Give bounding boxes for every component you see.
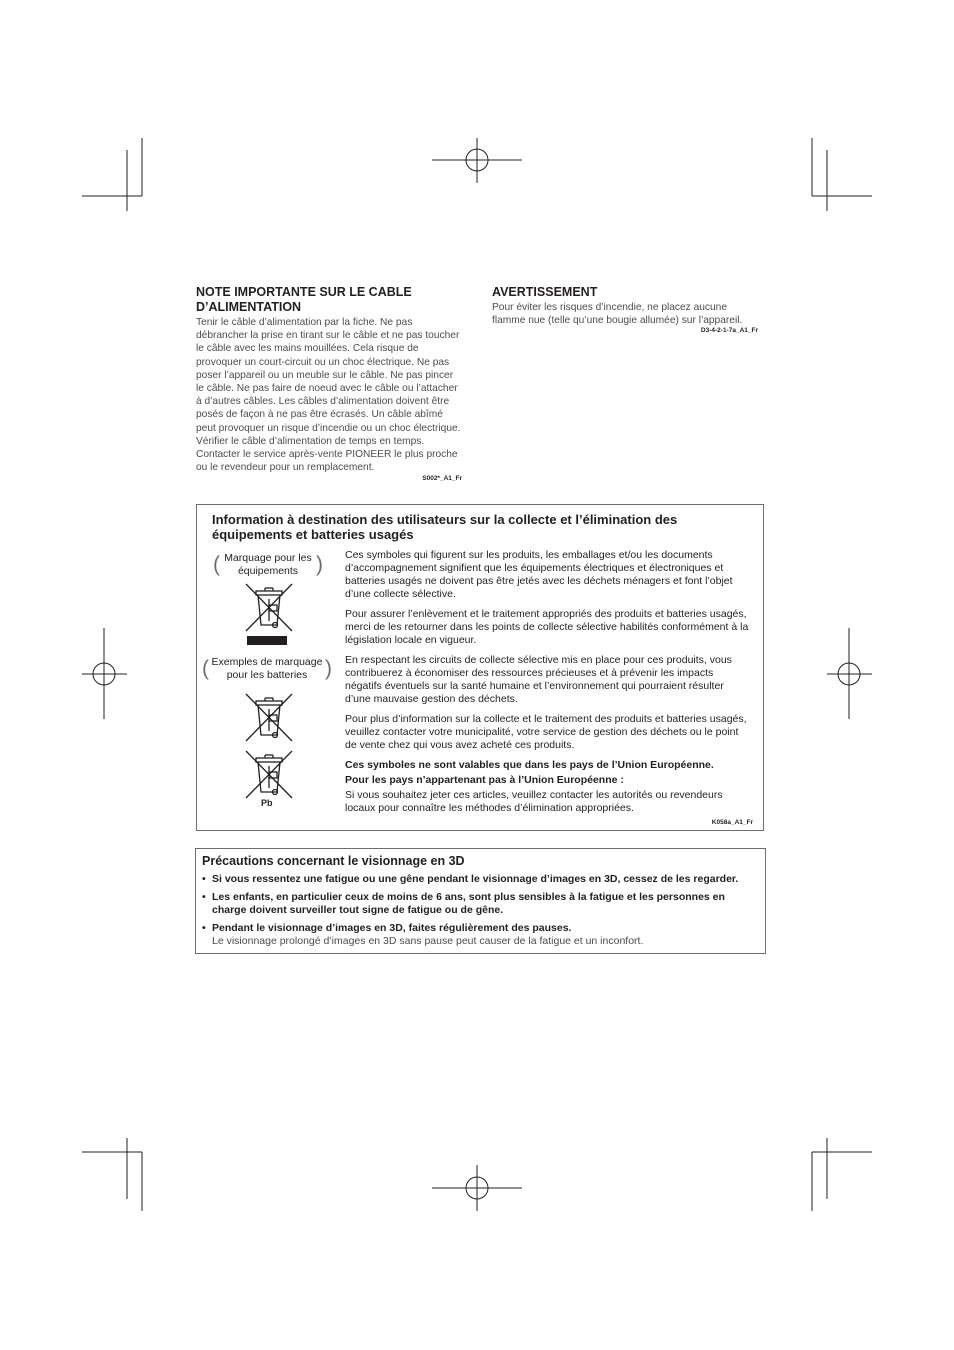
- 3d-precautions-title: Précautions concernant le visionnage en 3D: [202, 854, 465, 868]
- battery-marking-caption: ( Exemples de marquage pour les batteries ): [202, 656, 332, 681]
- bullet: •: [202, 921, 206, 934]
- caption-text: Marquage pour les équipements: [224, 552, 312, 577]
- power-cable-note: [196, 285, 462, 482]
- bullet: •: [202, 890, 206, 903]
- warning-body: Pour éviter les risques d’incendie, ne placez aucune flamme nue (telle qu’une bougie allumée) sur l’appareil.: [492, 302, 743, 327]
- power-cable-title: NOTE IMPORTANTE SUR LE CABLE D’ALIMENTATION: [196, 285, 412, 314]
- crossed-bin-icon: [243, 691, 295, 743]
- equipment-marking-caption: ( Marquage pour les équipements ): [213, 552, 323, 577]
- 3d-precautions-list: [202, 873, 758, 953]
- item-bold-text: Si vous ressentez une fatigue ou une gêne pendant le visionnage d’images en 3D, cessez de les regarder.: [212, 873, 739, 885]
- weee-paragraph: Pour assurer l’enlèvement et le traitement appropriés des produits et batteries usagés, merci de les retourner dans les points de collecte sélective habilités conformément à la législation locale en vigueur.: [345, 608, 749, 646]
- crossed-bin-icon: [243, 748, 295, 800]
- power-cable-body: Tenir le câble d’alimentation par la fiche. Ne pas débrancher la prise en tirant sur le câble et ne pas toucher le câble avec les mains mouillées. Cela risque de provoquer un court-circuit ou un choc électrique. Ne pas poser l’appareil ou un meuble sur le câble. Ne pas pincer le câble. Ne pas faire de noeud avec le câble ou l’attacher à d’autres câbles. Les câbles d’alimentation doivent être posés de façon à ne pas être écrasés. Un câble abîmé peut provoquer un risque d’incendie ou un choc électrique. Vérifier le câble d’alimentation de temps en temps. Contacter le service après-vente PIONEER le plus proche ou le revendeur pour un remplacement.: [196, 317, 461, 474]
- reference-code: K058a_A1_Fr: [711, 819, 753, 826]
- list-item: [202, 891, 758, 918]
- item-bold-text: Pendant le visionnage d’images en 3D, faites régulièrement des pauses.: [212, 921, 572, 934]
- non-eu-heading: Pour les pays n’appartenant pas à l’Union Européenne :: [345, 774, 624, 786]
- crossed-bin-icon: [243, 581, 295, 647]
- 3d-precautions-box: [195, 848, 766, 954]
- reference-code: S002*_A1_Fr: [422, 475, 462, 483]
- list-item: [202, 873, 758, 887]
- list-item: [202, 922, 758, 949]
- reference-code: D3-4-2-1-7a_A1_Fr: [700, 327, 758, 335]
- pb-label: Pb: [261, 798, 273, 808]
- weee-info-box: [196, 504, 764, 831]
- weee-title: Information à destination des utilisateurs sur la collecte et l’élimination des équipements et batteries usagés: [212, 512, 678, 542]
- eu-validity-note: Ces symboles ne sont valables que dans les pays de l’Union Européenne.: [345, 759, 714, 771]
- weee-paragraph: Ces symboles qui figurent sur les produits, les emballages et/ou les documents d’accompagnement signifient que les équipements électriques et électroniques et batteries usagés ne doivent pas être jetés avec les déchets ménagers et font l’objet d’une collecte sélective.: [345, 549, 733, 600]
- weee-text-column: [345, 549, 751, 815]
- weee-paragraph: Pour plus d’information sur la collecte et le traitement des produits et batteries usagés, veuillez contacter votre municipalité, votre service de gestion des déchets ou le point de vente chez qui vous avez acheté ces produits.: [345, 713, 747, 751]
- warning-title: AVERTISSEMENT: [492, 285, 598, 299]
- item-text: Le visionnage prolongé d’images en 3D sans pause peut causer de la fatigue et un inconfort.: [212, 935, 644, 947]
- non-eu-paragraph: Si vous souhaitez jeter ces articles, veuillez contacter les autorités ou revendeurs locaux pour connaître les méthodes d’élimination appropriées.: [345, 789, 723, 814]
- item-bold-text: Les enfants, en particulier ceux de moins de 6 ans, sont plus sensibles à la fatigue et les personnes en charge doivent surveiller tout signe de fatigue ou de gêne.: [212, 890, 725, 916]
- bullet: •: [202, 873, 206, 885]
- weee-paragraph: En respectant les circuits de collecte sélective mis en place pour ces produits, vous contribuerez à économiser des ressources précieuses et à prévenir les impacts négatifs éventuels sur la santé humaine et l’environnement qui pourraient résulter d’une mauvaise gestion des déchets.: [345, 654, 732, 705]
- warning-note: [492, 285, 758, 334]
- caption-text: Exemples de marquage pour les batteries: [211, 656, 323, 681]
